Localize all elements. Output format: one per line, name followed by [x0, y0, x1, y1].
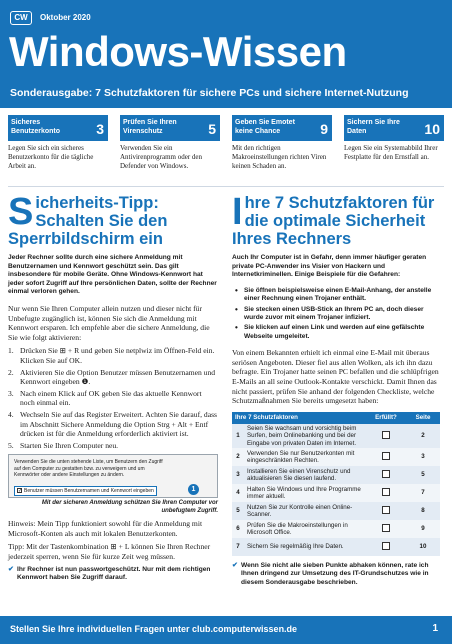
fulfilled-checkbox[interactable]: [366, 484, 406, 502]
step-item: [8, 441, 218, 451]
factor-box-label: Prüfen Sie Ihren Virenschutz: [123, 119, 177, 135]
article-heading-text: icherheits-Tipp: Schalten Sie den Sperrbildschirm ein: [8, 194, 168, 248]
publisher-logo: CW: [10, 11, 32, 25]
article-heading: [8, 191, 218, 248]
factor-box-header: [232, 115, 332, 141]
drop-cap: I: [232, 191, 243, 233]
factor-box-label: Geben Sie Emotet keine Chance: [235, 119, 295, 135]
tip-paragraph: Tipp: Mit der Tastenkombination ⊞ + L können Sie Ihren Rechner jederzeit sperren, wenn Sie für kurze Zeit weg müssen.: [8, 542, 211, 562]
masthead: [0, 0, 452, 108]
row-page: 8: [406, 502, 440, 520]
factor-box[interactable]: [344, 115, 444, 162]
step-number: 4.: [8, 409, 14, 419]
step-item: [8, 389, 218, 408]
article-left: [8, 191, 218, 582]
row-number: 4: [232, 484, 244, 502]
factor-box[interactable]: [232, 115, 332, 171]
factor-box-label: Sicheres Benutzerkonto: [11, 119, 60, 135]
factor-box-header: [8, 115, 108, 141]
bullet-icon: •: [235, 285, 238, 295]
screenshot-figure: [8, 454, 218, 498]
fulfilled-checkbox[interactable]: [366, 448, 406, 466]
row-text: Halten Sie Windows und Ihre Programme immer aktuell.: [244, 484, 366, 502]
fulfilled-checkbox[interactable]: [366, 466, 406, 484]
table-row: [232, 448, 440, 466]
checkbox-icon: [382, 452, 390, 460]
factor-box-header: [344, 115, 444, 141]
checkbox-icon: [382, 431, 390, 439]
list-item-text: Sie öffnen beispielsweise einen E-Mail-Anhang, der anstelle einer Rechnung einen Trojaner enthält.: [244, 286, 432, 303]
checkbox-label: Benutzer müssen Benutzernamen und Kennwort eingeben: [24, 487, 154, 494]
bullet-icon: •: [235, 304, 238, 314]
fulfilled-checkbox[interactable]: [366, 424, 406, 448]
row-number: 6: [232, 520, 244, 538]
factor-box-page: 3: [96, 121, 104, 137]
danger-list: [232, 287, 442, 341]
step-number: 5.: [8, 440, 14, 450]
step-text: Starten Sie Ihren Computer neu.: [20, 440, 119, 450]
issue-date: Oktober 2020: [40, 13, 91, 22]
row-text: Installieren Sie einen Virenschutz und aktualisieren Sie diesen laufend.: [244, 466, 366, 484]
checkbox-icon: [382, 470, 390, 478]
step-item: [8, 368, 218, 387]
checkbox-checked-icon: ✓: [18, 487, 23, 494]
step-text: Nach einem Klick auf OK geben Sie das aktuelle Kennwort noch einmal ein.: [20, 388, 202, 408]
factor-box[interactable]: [120, 115, 220, 171]
factor-box-text: Legen Sie sich ein sicheres Benutzerkonto für die tägliche Arbeit an.: [8, 144, 94, 170]
list-item: [232, 324, 442, 341]
page-number: 1: [432, 623, 438, 634]
drop-cap: S: [8, 191, 34, 233]
step-number: 3.: [8, 388, 14, 398]
hint-paragraph: Hinweis: Mein Tipp funktioniert sowohl für die Anmeldung mit Microsoft-Konten als auch mit lokalen Benutzerkonten.: [8, 519, 203, 538]
table-row: [232, 466, 440, 484]
column-header: Ihre 7 Schutzfaktoren: [232, 412, 366, 424]
article-paragraph: Nur wenn Sie Ihren Computer allein nutzen und dieser nicht für Unbefugte zugänglich ist, können Sie sich die Anmeldung mit Kennwort ersparen. Ich empfehle aber die sichere Anmeldung, die Sie wie folgt aktivieren:: [8, 303, 210, 342]
bullet-icon: •: [235, 323, 238, 333]
footer-bar: [0, 616, 452, 644]
checkmark-icon: ✔: [8, 565, 14, 573]
checklist-table: [232, 412, 440, 556]
table-row: [232, 538, 440, 556]
article-lead: Jeder Rechner sollte durch eine sichere Anmeldung mit Benutzernamen und Kennwort geschützt sein. Das gilt insbesondere für mobile Geräte. Ohne Windows-Kennwort hat jeder sofort Zugriff auf Ihre persönlichen Daten, sollte der Rechner einmal verloren gehen.: [8, 254, 217, 296]
row-number: 2: [232, 448, 244, 466]
factor-box-text: Mit den richtigen Makroeinstellungen richten Viren keinen Schaden an.: [232, 144, 327, 170]
row-number: 3: [232, 466, 244, 484]
note: [232, 562, 442, 587]
table-row: [232, 502, 440, 520]
factor-box-page: 5: [208, 121, 216, 137]
step-number: 1.: [8, 346, 14, 356]
checkbox-icon: [382, 488, 390, 496]
row-text: Verwenden Sie nur Benutzerkonten mit eingeschränkten Rechten.: [244, 448, 366, 466]
list-item-text: Sie stecken einen USB-Stick an Ihrem PC an, doch dieser wurde zuvor mit einem Trojaner infiziert.: [244, 305, 424, 321]
row-text: Seien Sie wachsam und vorsichtig beim Surfen, beim Onlinebanking und bei der Eingabe von privaten Daten im Internet.: [244, 424, 366, 448]
row-page: 2: [406, 424, 440, 448]
page-title: Windows-Wissen: [9, 28, 347, 75]
article-right: [232, 191, 442, 587]
step-text: Aktivieren Sie die Option Benutzer müssen Benutzernamen und Kennwort eingeben ❶.: [20, 367, 216, 387]
table-row: [232, 424, 440, 448]
callout-badge: 1: [188, 484, 199, 495]
table-header-row: [232, 412, 440, 424]
article-heading-text: hre 7 Schutzfaktoren für die optimale Sicherheit Ihres Rechners: [232, 194, 435, 248]
note-text: Ihr Rechner ist nun passwortgeschützt. Nur mit dem richtigen Kennwort haben Sie Zugriff darauf.: [17, 565, 211, 582]
row-page: 7: [406, 484, 440, 502]
list-item: [232, 287, 442, 304]
column-header: Erfüllt?: [366, 412, 406, 424]
article-heading: [232, 191, 442, 248]
factor-box[interactable]: [8, 115, 108, 171]
require-password-checkbox[interactable]: [14, 486, 157, 496]
fulfilled-checkbox[interactable]: [366, 520, 406, 538]
row-page: 3: [406, 448, 440, 466]
checkmark-icon: ✔: [232, 562, 238, 569]
checkbox-icon: [382, 524, 390, 532]
table-row: [232, 484, 440, 502]
factor-box-page: 9: [320, 121, 328, 137]
step-item: [8, 346, 218, 365]
fulfilled-checkbox[interactable]: [366, 538, 406, 556]
checkbox-icon: [382, 506, 390, 514]
factor-box-label: Sichern Sie Ihre Daten: [347, 119, 400, 135]
screenshot-text: Verwenden Sie die unten stehende Liste, um Benutzern den Zugriff auf den Computer zu gestatten bzw. zu verweigern und um Kennwörter oder andere Einstellungen zu ändern.: [14, 459, 163, 479]
column-header: Seite: [406, 412, 440, 424]
row-page: 9: [406, 520, 440, 538]
row-text: Prüfen Sie die Makroeinstellungen in Microsoft Office.: [244, 520, 366, 538]
row-text: Nutzen Sie zur Kontrolle einen Online-Scanner.: [244, 502, 366, 520]
factor-box-page: 10: [424, 121, 440, 137]
note-text: Wenn Sie nicht alle sieben Punkte abhaken können, rate ich Ihnen dringend zur Umsetzung des IT-Grundschutzes wie in diesem Sonderausgabe beschrieben.: [241, 562, 429, 586]
list-item: [232, 306, 442, 323]
fulfilled-checkbox[interactable]: [366, 502, 406, 520]
row-page: 10: [406, 538, 440, 556]
footer-text[interactable]: Stellen Sie Ihre individuellen Fragen unter club.computerwissen.de: [10, 624, 298, 634]
step-item: [8, 410, 218, 439]
factor-box-text: Verwenden Sie ein Antivirenprogramm oder den Defender von Windows.: [120, 144, 203, 170]
row-page: 5: [406, 466, 440, 484]
article-paragraph: Von einem Bekannten erhielt ich einmal eine E-Mail mit überaus seriösen Angeboten. Dieser fiel aus allen Wolken, als ich ihn dazu befragte. Ein Trojaner hatte seinen PC befallen und die schlüpfrigen E-Mails an all seine Outlook-Kontakte verschickt. Damit Ihnen das nicht passiert, prüfen Sie anhand der folgenden Checkliste, welche Schutzmaßnahmen Sie bereits umgesetzt haben:: [232, 348, 439, 406]
figure-caption: Mit der sicheren Anmeldung schützen Sie Ihren Computer vor unbefugtem Zugriff.: [41, 500, 218, 514]
step-text: Drücken Sie ⊞ + R und geben Sie netplwiz im Öffnen-Feld ein. Klicken Sie auf OK.: [20, 346, 215, 365]
row-number: 1: [232, 424, 244, 448]
row-text: Sichern Sie regelmäßig Ihre Daten.: [244, 538, 366, 556]
checkbox-icon: [382, 542, 390, 550]
step-list: [8, 346, 218, 450]
page-subtitle: Sonderausgabe: 7 Schutzfaktoren für sichere PCs und sichere Internet-Nutzung: [10, 87, 409, 99]
factor-box-header: [120, 115, 220, 141]
table-row: [232, 520, 440, 538]
step-text: Wechseln Sie auf das Register Erweitert. Achten Sie darauf, dass im Abschnitt Sichere Anmeldung die Option Strg + Alt + Entf drücken ist für die Anmeldung erforderlich aktiviert ist.: [20, 409, 217, 439]
section-divider: [8, 186, 444, 187]
note: [8, 566, 218, 583]
list-item-text: Sie klicken auf einen Link und werden auf eine gefälschte Webseite umgeleitet.: [244, 324, 425, 340]
row-number: 7: [232, 538, 244, 556]
factor-box-text: Legen Sie ein Systemabbild Ihrer Festplatte für den Ernstfall an.: [344, 144, 438, 161]
row-number: 5: [232, 502, 244, 520]
step-number: 2.: [8, 367, 14, 377]
article-lead: Auch Ihr Computer ist in Gefahr, denn immer häufiger geraten private PC-Anwender ins Visier von Hackern und Internetkriminellen. Einige Beispiele für die Gefahren:: [232, 254, 427, 279]
factor-boxes: [8, 115, 444, 171]
